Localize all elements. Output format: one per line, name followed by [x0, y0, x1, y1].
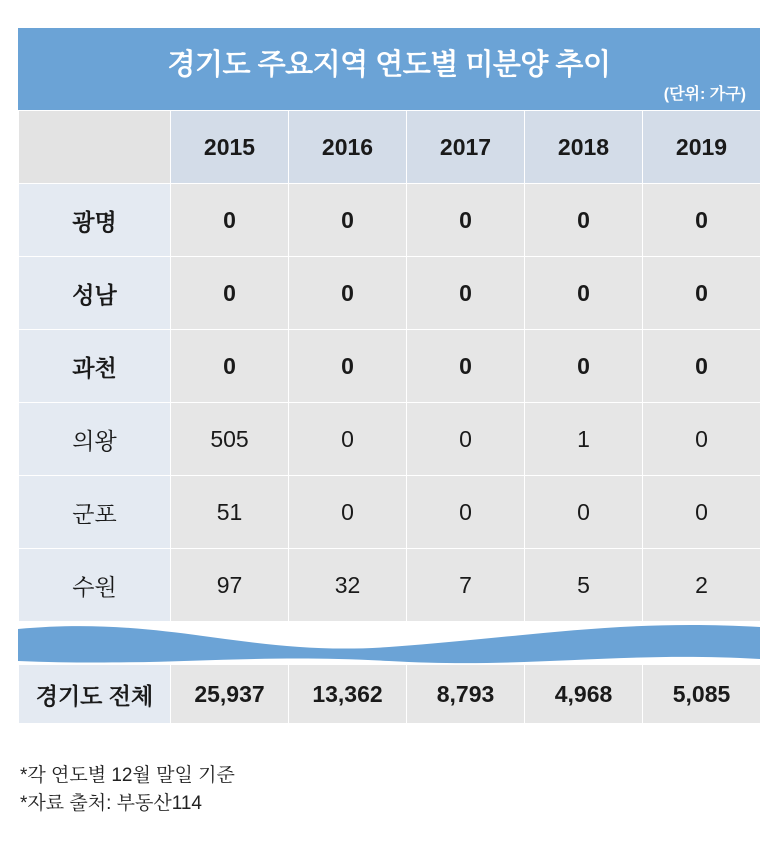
- cell-seongnam-2015: 0: [171, 257, 289, 330]
- cell-gunpo-2016: 0: [289, 476, 407, 549]
- data-table: [18, 110, 761, 622]
- cell-total-2017: 8,793: [407, 665, 525, 724]
- table-row: [19, 403, 761, 476]
- cell-uiwang-2017: 0: [407, 403, 525, 476]
- cell-gwangmyeong-2018: 0: [525, 184, 643, 257]
- total-table: [18, 664, 761, 724]
- table-row: [19, 257, 761, 330]
- cell-gwangmyeong-2015: 0: [171, 184, 289, 257]
- cell-gunpo-2015: 51: [171, 476, 289, 549]
- column-header-2016: 2016: [289, 111, 407, 184]
- cell-gwacheon-2017: 0: [407, 330, 525, 403]
- cell-total-2019: 5,085: [643, 665, 761, 724]
- wave-divider: [18, 621, 760, 665]
- unit-label: (단위: 가구): [663, 86, 746, 103]
- cell-gunpo-2019: 0: [643, 476, 761, 549]
- table-corner-cell: [19, 111, 171, 184]
- cell-suwon-2017: 7: [407, 549, 525, 622]
- cell-gwacheon-2019: 0: [643, 330, 761, 403]
- table-row: [19, 330, 761, 403]
- cell-total-2016: 13,362: [289, 665, 407, 724]
- row-label-gwangmyeong: 광명: [19, 184, 171, 257]
- cell-total-2018: 4,968: [525, 665, 643, 724]
- cell-uiwang-2016: 0: [289, 403, 407, 476]
- cell-gunpo-2018: 0: [525, 476, 643, 549]
- cell-gwacheon-2018: 0: [525, 330, 643, 403]
- title-banner: [18, 28, 760, 110]
- cell-gwacheon-2016: 0: [289, 330, 407, 403]
- cell-gwacheon-2015: 0: [171, 330, 289, 403]
- row-label-seongnam: 성남: [19, 257, 171, 330]
- table-row: [19, 184, 761, 257]
- total-row: [19, 665, 761, 724]
- cell-gunpo-2017: 0: [407, 476, 525, 549]
- table-header: [19, 111, 761, 184]
- column-header-2015: 2015: [171, 111, 289, 184]
- cell-seongnam-2017: 0: [407, 257, 525, 330]
- cell-seongnam-2018: 0: [525, 257, 643, 330]
- cell-seongnam-2016: 0: [289, 257, 407, 330]
- page-title: 경기도 주요지역 연도별 미분양 추이: [167, 49, 611, 81]
- footnote-source: *자료 출처: 부동산114: [20, 792, 202, 814]
- footnotes: [20, 762, 235, 817]
- cell-gwangmyeong-2016: 0: [289, 184, 407, 257]
- header-row: [19, 111, 761, 184]
- cell-suwon-2015: 97: [171, 549, 289, 622]
- cell-uiwang-2018: 1: [525, 403, 643, 476]
- cell-gwangmyeong-2017: 0: [407, 184, 525, 257]
- column-header-2019: 2019: [643, 111, 761, 184]
- cell-gwangmyeong-2019: 0: [643, 184, 761, 257]
- footnote-date-basis: *각 연도별 12월 말일 기준: [20, 765, 235, 786]
- column-header-2017: 2017: [407, 111, 525, 184]
- cell-uiwang-2019: 0: [643, 403, 761, 476]
- row-label-gwacheon: 과천: [19, 330, 171, 403]
- cell-suwon-2019: 2: [643, 549, 761, 622]
- row-label-gyeonggi-total: 경기도 전체: [19, 665, 171, 724]
- table-body: [19, 184, 761, 622]
- cell-suwon-2016: 32: [289, 549, 407, 622]
- cell-suwon-2018: 5: [525, 549, 643, 622]
- column-header-2018: 2018: [525, 111, 643, 184]
- row-label-gunpo: 군포: [19, 476, 171, 549]
- table-row: [19, 549, 761, 622]
- cell-total-2015: 25,937: [171, 665, 289, 724]
- row-label-suwon: 수원: [19, 549, 171, 622]
- table-card: [18, 28, 760, 724]
- cell-seongnam-2019: 0: [643, 257, 761, 330]
- row-label-uiwang: 의왕: [19, 403, 171, 476]
- table-row: [19, 476, 761, 549]
- cell-uiwang-2015: 505: [171, 403, 289, 476]
